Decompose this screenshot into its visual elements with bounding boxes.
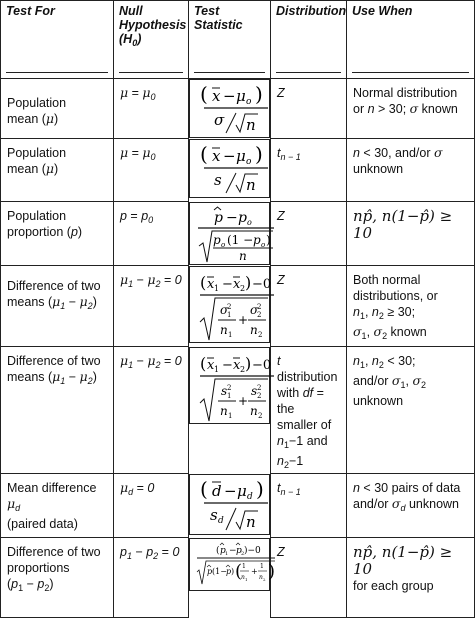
formula-t-mean (196, 143, 274, 197)
svg-text:n: n (250, 403, 258, 418)
svg-text:p: p (207, 566, 213, 576)
header-use-when (347, 1, 475, 79)
distribution-label: Z (277, 209, 285, 223)
svg-text:): ) (255, 82, 263, 106)
test-for-line2: proportion (p) (7, 225, 83, 239)
use-when-cell (347, 202, 475, 266)
svg-text:μ: μ (237, 481, 247, 500)
distribution-cell (271, 347, 347, 474)
test-statistic-formula (189, 538, 276, 591)
test-for-cell (1, 474, 114, 538)
distribution-cell (271, 266, 347, 347)
test-for-line1: Population (7, 209, 67, 223)
distribution-line1: t distribution (277, 354, 338, 384)
use-when-line1: Normal distribution (353, 86, 458, 100)
svg-text:o: o (246, 97, 252, 107)
svg-text:(: ( (200, 141, 208, 166)
test-for-cell (1, 202, 114, 266)
svg-text:2: 2 (227, 302, 232, 311)
svg-text:n: n (239, 248, 247, 263)
header-null-line1: Null (119, 4, 143, 18)
svg-text:)−0: )−0 (244, 545, 261, 556)
svg-text:x: x (233, 276, 241, 292)
header-test-statistic-label: Test Statistic (194, 4, 243, 32)
svg-text:p: p (238, 209, 247, 226)
svg-text:p: p (214, 209, 223, 226)
table-row (1, 79, 475, 139)
formula-z-mean (196, 83, 274, 137)
test-for-line2: (paired data) (7, 517, 78, 531)
svg-text:1: 1 (227, 391, 232, 400)
header-null-hypothesis (114, 1, 189, 79)
svg-text:2: 2 (240, 364, 246, 374)
svg-text:1: 1 (260, 562, 264, 570)
svg-text:+: + (238, 312, 249, 327)
test-for-line1: Difference of two (7, 279, 101, 293)
header-row (1, 1, 475, 79)
use-when-cell (347, 266, 475, 347)
svg-text:1: 1 (225, 550, 229, 557)
use-when-cell (347, 139, 475, 202)
svg-text:2: 2 (257, 391, 262, 400)
null-hypothesis-cell: $\mu = \mu_0$ (114, 79, 189, 139)
svg-text:d: d (247, 491, 253, 502)
header-test-statistic (189, 1, 271, 79)
test-for-cell (1, 538, 114, 618)
svg-text:x: x (212, 87, 221, 105)
header-null-line3: $(H_0)$ (119, 32, 142, 48)
svg-text:1: 1 (242, 562, 246, 570)
header-test-for (1, 1, 114, 79)
svg-text:(: ( (235, 560, 243, 582)
svg-text:o: o (246, 156, 252, 167)
distribution-line2: with df = the (277, 386, 324, 416)
svg-text:σ: σ (220, 302, 229, 317)
header-distribution (271, 1, 347, 79)
use-when-line1: np̂, n(1−p̂) ≥ 10 (353, 543, 453, 578)
svg-text:2: 2 (263, 576, 266, 582)
svg-text:s: s (221, 383, 228, 398)
null-hypothesis-cell: $\mu_d = 0$ (114, 474, 189, 538)
formula-z-two-means (196, 270, 276, 342)
test-for-line3: $(p_1 - p_2)$ (7, 577, 54, 593)
use-when-cell (347, 347, 475, 474)
svg-text:d: d (218, 515, 224, 526)
use-when-line2: distributions, or (353, 289, 438, 303)
svg-text:n: n (246, 116, 256, 134)
use-when-line2: and/or $\sigma_d$ unknown (353, 496, 459, 513)
svg-text:2: 2 (258, 330, 263, 339)
svg-text:n: n (220, 322, 228, 337)
table-row (1, 474, 475, 538)
use-when-line2: unknown (353, 162, 404, 176)
svg-text:μ: μ (236, 146, 246, 165)
svg-text:(1 −: (1 − (227, 232, 254, 247)
use-when-line1: np̂, n(1−p̂) ≥ 10 (353, 207, 453, 242)
svg-text:1: 1 (227, 310, 232, 319)
svg-text:s: s (214, 170, 222, 189)
svg-text:): ) (245, 272, 252, 292)
svg-text:+: + (238, 393, 249, 408)
svg-text:d: d (212, 481, 222, 500)
svg-text:): ) (256, 476, 264, 501)
svg-text:n: n (250, 322, 258, 337)
use-when-line2: or n > 30; σ known (353, 101, 458, 116)
svg-text:p: p (236, 545, 242, 556)
svg-text:−: − (223, 87, 236, 105)
svg-text:1: 1 (228, 411, 233, 420)
null-hypothesis-cell: $\mu_1 - \mu_2 = 0$ (114, 347, 189, 474)
svg-text:σ: σ (250, 302, 259, 317)
svg-text:x: x (233, 357, 241, 373)
distribution-line3: smaller of (277, 418, 332, 432)
distribution-label: Z (277, 545, 285, 559)
header-use-when-label: Use When (352, 4, 413, 18)
use-when-cell (347, 474, 475, 538)
svg-text:−: − (229, 545, 237, 556)
svg-text:−0: −0 (252, 357, 272, 373)
svg-text:σ: σ (214, 111, 225, 129)
test-for-line2: proportions (7, 561, 70, 575)
use-when-line1: Both normal (353, 273, 421, 287)
svg-text:s: s (251, 383, 258, 398)
test-for-cell (1, 266, 114, 347)
use-when-line2: for each group (353, 579, 434, 593)
test-statistic-formula (189, 347, 270, 424)
svg-text:2: 2 (227, 383, 232, 392)
test-for-line1: Population (7, 146, 67, 160)
svg-text:(1−: (1− (212, 566, 227, 576)
formula-t-paired (196, 478, 274, 534)
test-for-line1: Population (7, 96, 67, 110)
distribution-cell (271, 538, 347, 618)
svg-text:2: 2 (257, 310, 262, 319)
svg-text:(: ( (200, 353, 207, 373)
test-statistic-formula (189, 266, 270, 343)
test-for-line2: mean (μ) (7, 161, 59, 176)
svg-text:1: 1 (214, 283, 220, 293)
svg-text:1: 1 (245, 576, 248, 582)
null-hypothesis-cell: $\mu = \mu_0$ (114, 139, 189, 202)
test-for-line2: means $(\mu_1 - \mu_2)$ (7, 369, 97, 386)
test-for-line2: mean (μ) (7, 111, 59, 126)
header-null-line2: Hypothesis (119, 18, 187, 32)
svg-text:n: n (246, 175, 256, 194)
svg-text:2: 2 (240, 283, 246, 293)
svg-text:o: o (221, 240, 226, 249)
test-for-line1: Difference of two (7, 354, 101, 368)
null-hypothesis-cell: $p = p_0$ (114, 202, 189, 266)
table-row (1, 202, 475, 266)
table-row (1, 538, 475, 618)
svg-text:x: x (207, 357, 215, 373)
formula-z-two-proportions (196, 542, 276, 590)
svg-text:(: ( (200, 82, 208, 106)
use-when-cell (347, 79, 475, 139)
svg-text:x: x (212, 146, 221, 165)
test-for-line1: Difference of two (7, 545, 101, 559)
svg-text:2: 2 (257, 302, 262, 311)
null-hypothesis-cell: $p_1 - p_2 = 0$ (114, 538, 189, 618)
use-when-line3: $n_1$, $n_2 \ge 30$; (353, 305, 416, 321)
header-test-for-label: Test For (6, 4, 55, 18)
formula-t-two-means (196, 351, 276, 423)
table-row (1, 139, 475, 202)
use-when-line2: and/or $\sigma_1$, $\sigma_2$ unknown (353, 373, 426, 408)
svg-text:o: o (261, 240, 266, 249)
svg-text:−0: −0 (252, 276, 272, 292)
svg-text:): ) (231, 566, 235, 576)
svg-text:p: p (226, 566, 232, 576)
test-for-cell (1, 347, 114, 474)
svg-text:): ) (266, 232, 271, 247)
test-for-line1: Mean difference $\mu_d$ (7, 481, 97, 513)
distribution-line4: $n_1-1$ and (277, 434, 328, 450)
svg-text:o: o (247, 217, 252, 227)
use-when-line1: n < 30, and/or σ (353, 145, 443, 160)
svg-text:1: 1 (214, 364, 220, 374)
test-for-line2: means $(\mu_1 - \mu_2)$ (7, 294, 97, 311)
svg-text:): ) (255, 141, 263, 166)
svg-text:2: 2 (257, 383, 262, 392)
svg-text:(: ( (216, 545, 220, 556)
test-statistic-formula (189, 474, 270, 535)
distribution-cell (271, 79, 347, 139)
test-statistic-formula (189, 79, 270, 138)
use-when-line1: $n_1$, $n_2 < 30$; (353, 354, 416, 370)
distribution-cell: $t_{n - 1}$ (271, 474, 347, 538)
svg-text:−: − (223, 146, 236, 165)
svg-text:−: − (226, 209, 238, 226)
null-hypothesis-cell: $\mu_1 - \mu_2 = 0$ (114, 266, 189, 347)
svg-text:−: − (222, 357, 233, 373)
svg-text:(: ( (200, 272, 207, 292)
use-when-line4: $\sigma_1$, $\sigma_2$ known (353, 324, 427, 341)
svg-text:1: 1 (228, 330, 233, 339)
distribution-cell (271, 202, 347, 266)
svg-text:μ: μ (236, 87, 246, 105)
svg-text:2: 2 (241, 550, 245, 557)
svg-text:p: p (213, 232, 221, 247)
use-when-cell (347, 538, 475, 618)
svg-text:n: n (220, 403, 228, 418)
distribution-line5: $n_2-1$ (277, 454, 304, 470)
test-statistic-formula (189, 139, 270, 198)
svg-text:n: n (259, 573, 263, 581)
use-when-line1: n < 30 pairs of data (353, 481, 461, 495)
svg-text:s: s (210, 505, 218, 524)
svg-text:n: n (241, 573, 245, 581)
svg-text:): ) (268, 560, 276, 582)
distribution-label: Z (277, 86, 285, 100)
svg-text:p: p (220, 545, 226, 556)
test-statistic-formula (189, 202, 270, 265)
distribution-cell: $t_{n - 1}$ (271, 139, 347, 202)
table-row (1, 266, 475, 347)
test-for-cell (1, 139, 114, 202)
svg-text:2: 2 (258, 411, 263, 420)
svg-text:−: − (222, 276, 233, 292)
formula-z-proportion (196, 206, 276, 264)
svg-text:): ) (245, 353, 252, 373)
distribution-label: Z (277, 273, 285, 287)
svg-text:−: − (224, 481, 237, 500)
svg-text:n: n (246, 512, 256, 531)
svg-text:p: p (253, 232, 261, 247)
svg-text:(: ( (200, 476, 208, 501)
svg-text:x: x (207, 276, 215, 292)
test-for-cell (1, 79, 114, 139)
table-row (1, 347, 475, 474)
header-distribution-label: Distribution (276, 4, 347, 18)
svg-text:+: + (251, 566, 258, 576)
